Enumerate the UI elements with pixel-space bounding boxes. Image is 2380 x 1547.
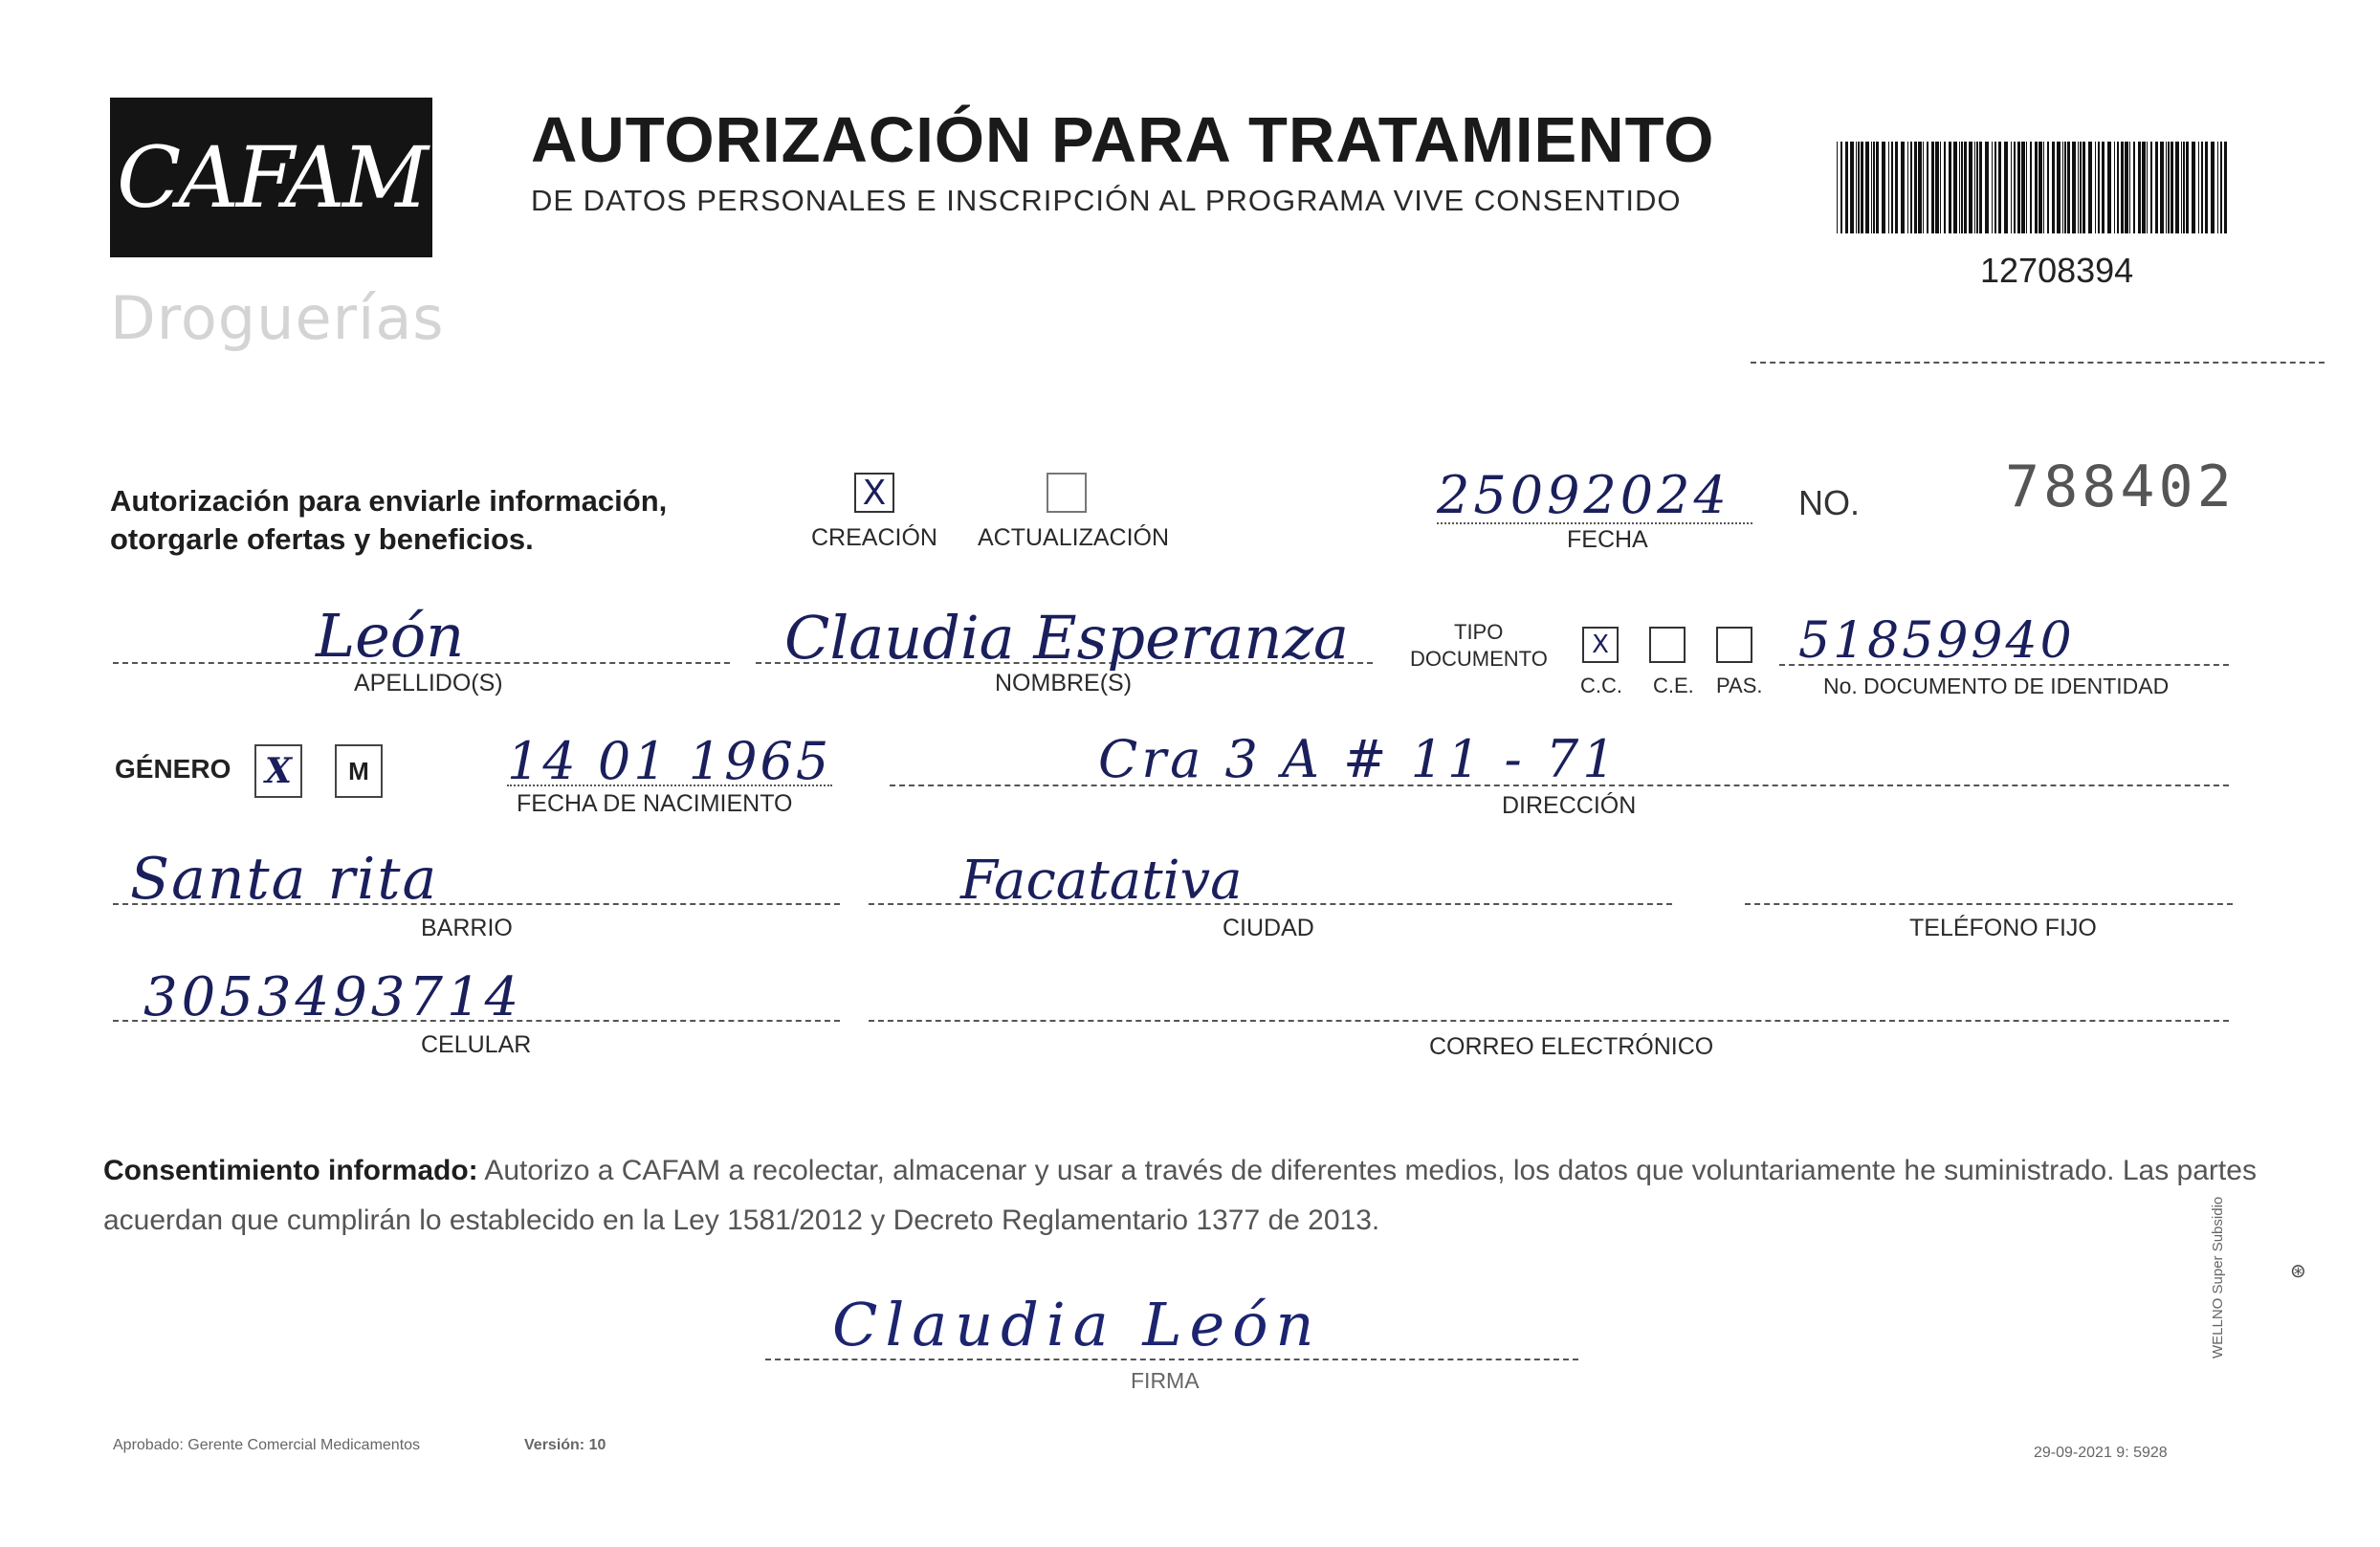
- creacion-label: CREACIÓN: [811, 524, 937, 551]
- authorization-line-1: Autorización para enviarle información,: [110, 484, 668, 518]
- genero-f-mark: X: [265, 751, 292, 791]
- genero-label: GÉNERO: [115, 754, 231, 784]
- nacimiento-value[interactable]: 14 01 1965: [507, 731, 832, 791]
- documento-label: No. DOCUMENTO DE IDENTIDAD: [1823, 674, 2170, 698]
- barrio-label: BARRIO: [421, 915, 513, 941]
- genero-m-label: M: [348, 756, 369, 785]
- creacion-checkbox[interactable]: [854, 473, 894, 513]
- barrio-value[interactable]: Santa rita: [130, 846, 439, 913]
- consent-body: Autorizo a CAFAM a recolectar, almacenar y usar a través de diferentes medios, los datos que voluntariamente he suministrado. Las partes acuerdan que cumplirán lo establecido en la Ley 1581/2012 y Decreto Reglamentario 1377 de 2013.: [103, 1155, 2257, 1236]
- creacion-mark: X: [862, 473, 887, 513]
- fecha-line: [1437, 522, 1752, 524]
- pas-label: PAS.: [1716, 674, 1763, 697]
- cc-checkbox[interactable]: [1582, 627, 1619, 663]
- apellidos-value[interactable]: León: [316, 601, 465, 671]
- direccion-value[interactable]: Cra 3 A # 11 - 71: [1098, 729, 1620, 789]
- nombres-value[interactable]: Claudia Esperanza: [784, 603, 1349, 673]
- correo-label: CORREO ELECTRÓNICO: [1429, 1033, 1714, 1060]
- genero-m-checkbox[interactable]: [335, 744, 383, 798]
- logo-text: CAFAM: [117, 128, 426, 227]
- ciudad-value[interactable]: Facatativa: [960, 850, 1243, 912]
- footer-approved: Aprobado: Gerente Comercial Medicamentos: [113, 1437, 421, 1453]
- tipo-label-1: TIPO: [1454, 620, 1504, 644]
- telefono-line: [1745, 903, 2233, 905]
- pas-checkbox[interactable]: [1716, 627, 1752, 663]
- cafam-logo: [110, 98, 432, 257]
- direccion-label: DIRECCIÓN: [1502, 792, 1637, 819]
- no-label: NO.: [1798, 483, 1861, 522]
- recycle-icon: ⊛: [2290, 1261, 2306, 1282]
- barcode: [1837, 142, 2229, 233]
- authorization-text: [110, 482, 667, 559]
- signature-value[interactable]: Claudia León: [832, 1290, 1322, 1359]
- no-value: 788402: [2005, 453, 2236, 520]
- cc-mark: X: [1592, 630, 1609, 659]
- nacimiento-label: FECHA DE NACIMIENTO: [517, 790, 793, 817]
- ciudad-label: CIUDAD: [1223, 915, 1314, 941]
- footer-date-code: 29-09-2021 9: 5928: [2034, 1445, 2168, 1461]
- correo-line: [869, 1020, 2229, 1022]
- consent-text: [103, 1146, 2275, 1246]
- fecha-label: FECHA: [1567, 526, 1648, 553]
- barcode-number: 12708394: [1980, 251, 2134, 290]
- tipo-label-2: DOCUMENTO: [1410, 647, 1548, 671]
- ce-label: C.E.: [1653, 674, 1694, 697]
- telefono-label: TELÉFONO FIJO: [1909, 915, 2097, 941]
- footer-vertical-text: WELLNO Super Subsidio: [2210, 1196, 2226, 1359]
- form-title: AUTORIZACIÓN PARA TRATAMIENTO: [531, 104, 1715, 176]
- cc-label: C.C.: [1580, 674, 1622, 697]
- cut-line: [1751, 362, 2325, 364]
- form-subtitle: DE DATOS PERSONALES E INSCRIPCIÓN AL PROGRAMA VIVE CONSENTIDO: [531, 184, 1682, 217]
- apellidos-label: APELLIDO(S): [354, 670, 503, 696]
- footer-version: Versión: 10: [524, 1437, 606, 1453]
- consent-title: Consentimiento informado:: [103, 1155, 478, 1186]
- ce-checkbox[interactable]: [1649, 627, 1686, 663]
- nombres-label: NOMBRE(S): [995, 670, 1133, 696]
- actualizacion-label: ACTUALIZACIÓN: [978, 524, 1170, 551]
- celular-label: CELULAR: [421, 1031, 532, 1058]
- celular-value[interactable]: 3053493714: [143, 966, 523, 1028]
- nacimiento-line: [507, 785, 832, 786]
- signature-label: FIRMA: [1131, 1368, 1200, 1393]
- genero-f-checkbox[interactable]: [254, 744, 302, 798]
- authorization-line-2: otorgarle ofertas y beneficios.: [110, 522, 534, 556]
- actualizacion-checkbox[interactable]: [1047, 473, 1087, 513]
- fecha-value[interactable]: 25092024: [1437, 465, 1730, 525]
- logo-subtitle: Droguerías: [110, 283, 445, 353]
- documento-value[interactable]: 51859940: [1798, 612, 2075, 670]
